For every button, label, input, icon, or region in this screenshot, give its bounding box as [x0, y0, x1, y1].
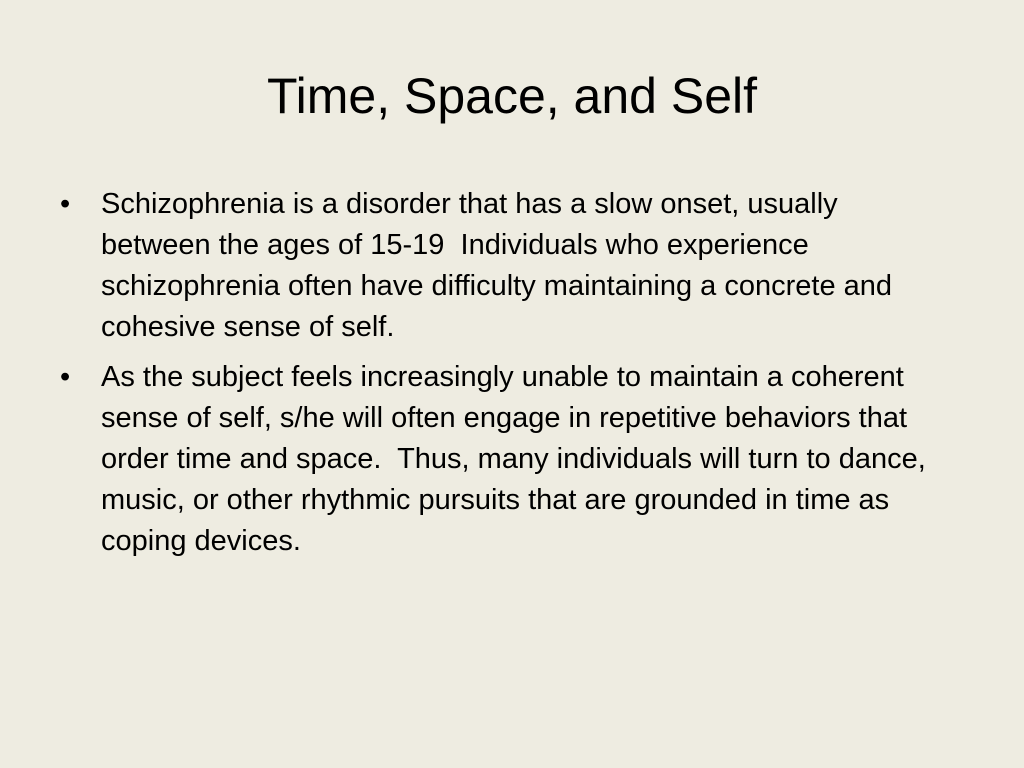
bullet-text: As the subject feels increasingly unable to maintain a coherent sense of self, s/he will often engage in repetitive behaviors that order time and space. Thus, many individuals will turn to dance, music, or other rhythmic pursuits that are grounded in time as coping devices. [101, 361, 934, 557]
bullet-icon: • [60, 361, 71, 393]
slide-title: Time, Space, and Self [266, 68, 758, 124]
bullet-text: Schizophrenia is a disorder that has a slow onset, usually between the ages of 15-19 Individuals who experience schizophrenia often have difficulty maintaining a concrete and cohesive sense of self. [101, 188, 901, 343]
bullet-item [60, 184, 950, 348]
bullet-list [60, 184, 950, 571]
bullet-icon: • [60, 188, 71, 220]
bullet-item [60, 357, 950, 562]
